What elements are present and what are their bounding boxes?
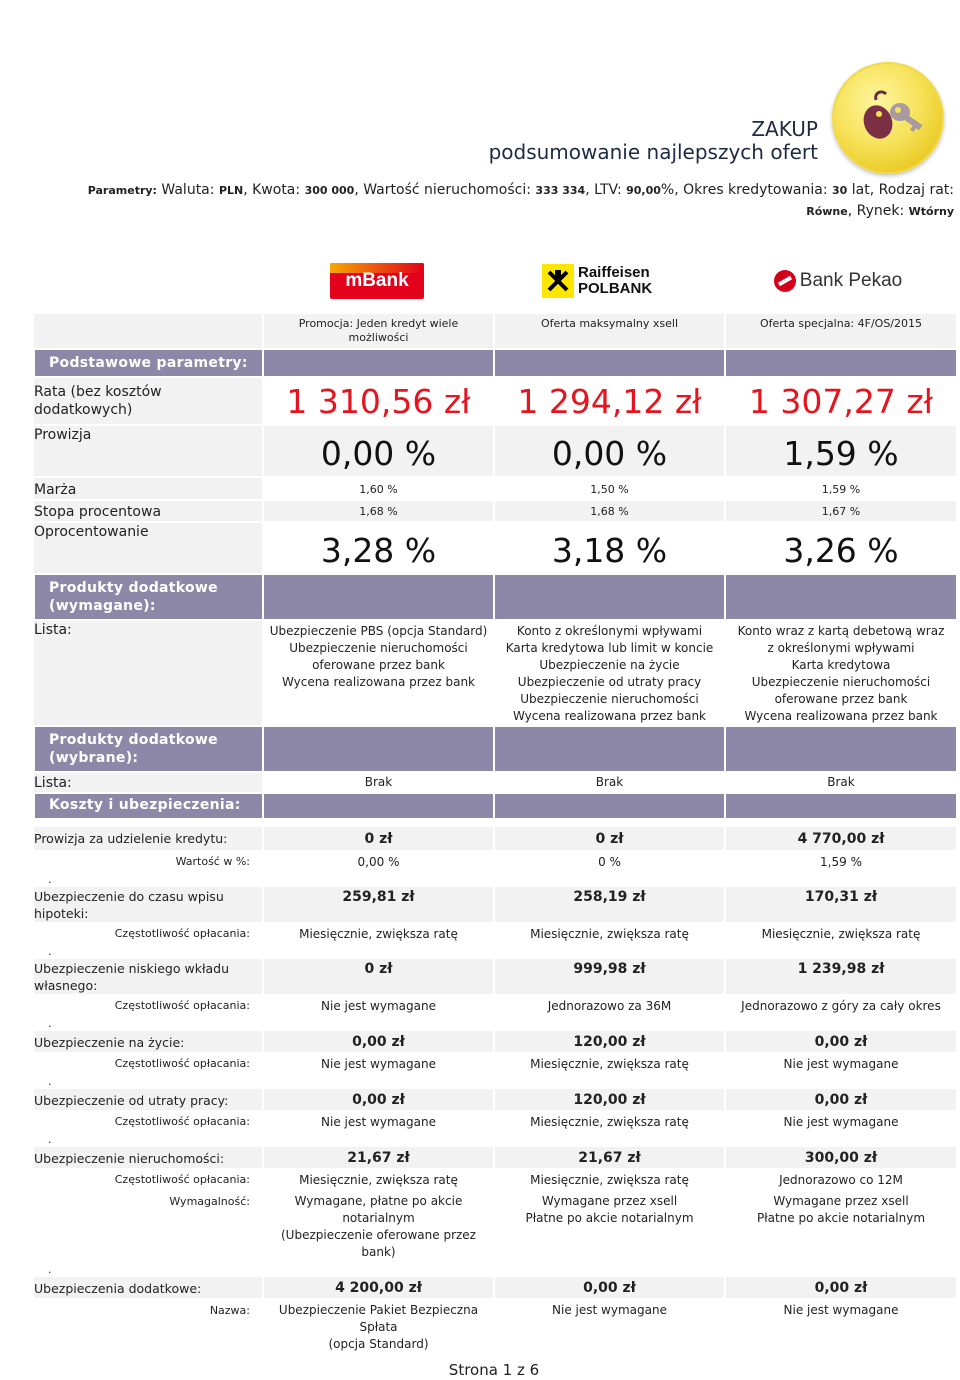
row-prowizja-udz <box>34 827 956 851</box>
row-ubezp-praca <box>34 1089 956 1111</box>
row-ubezp-hipoteki <box>34 887 956 923</box>
row-czest5 <box>34 1169 956 1190</box>
list-item: Wycena realizowana przez bank <box>744 709 938 723</box>
section-wymagane <box>34 574 956 620</box>
nazwa-0 <box>263 1299 494 1354</box>
row-rata <box>34 377 956 425</box>
section-wybrane <box>34 726 956 772</box>
row-separator: . <box>48 1263 52 1276</box>
raiffeisen-emblem-icon <box>542 264 574 298</box>
hipoteki-2: 170,31 zł <box>725 887 956 923</box>
pekao-logo <box>768 258 908 304</box>
rodzaj-value: Równe <box>806 205 848 218</box>
keys-logo <box>832 62 944 174</box>
row-label: Lista: <box>34 772 263 793</box>
list-item: Ubezpieczenie PBS (opcja Standard) <box>269 624 488 638</box>
oproc-0: 3,28 % <box>263 522 494 574</box>
row-label: Marża <box>34 477 263 500</box>
wkladu-0: 0 zł <box>263 959 494 995</box>
list-item: Karta kredytowa lub limit w koncie <box>505 641 714 655</box>
header-line1: ZAKUP <box>751 117 818 141</box>
marza-0: 1,60 % <box>263 477 494 500</box>
czest4-1: Miesięcznie, zwiększa ratę <box>494 1111 725 1132</box>
praca-2: 0,00 zł <box>725 1089 956 1111</box>
ltv-value: 90,00 <box>626 184 661 197</box>
page-footer: Strona 1 z 6 <box>448 1361 540 1379</box>
ltv-label: LTV: <box>594 182 622 198</box>
czest1-1: Miesięcznie, zwiększa ratę <box>494 923 725 944</box>
hipoteki-0: 259,81 zł <box>263 887 494 923</box>
row-label: Prowizja za udzielenie kredytu: <box>34 827 263 851</box>
rynek-value: Wtórny <box>908 205 954 218</box>
promo-1: Oferta maksymalny xsell <box>494 314 725 349</box>
okres-unit: lat <box>851 182 870 198</box>
prowizja-0: 0,00 % <box>263 425 494 477</box>
row-label: Ubezpieczenie niskiego wkładu własnego: <box>34 959 263 995</box>
wartosc-proc-2: 1,59 % <box>725 851 956 872</box>
wartosc-value: 333 334 <box>535 184 586 197</box>
czest2-2: Jednorazowo z góry za cały okres <box>725 995 956 1016</box>
text-line: bank) <box>361 1245 396 1259</box>
praca-1: 120,00 zł <box>494 1089 725 1111</box>
list-item: Konto wraz z kartą debetową wraz <box>737 624 945 638</box>
rynek-label: Rynek: <box>856 203 905 219</box>
row-separator: . <box>48 873 52 886</box>
zycie-0: 0,00 zł <box>263 1031 494 1053</box>
text-line: notarialnym <box>342 1211 415 1225</box>
text-line: Nie jest wymagane <box>552 1303 667 1317</box>
row-label: Częstotliwość opłacania: <box>34 1053 263 1074</box>
text-line: Wymagane przez xsell <box>773 1194 909 1208</box>
row-czest1 <box>34 923 956 944</box>
row-prowizja <box>34 425 956 477</box>
rata-0: 1 310,56 zł <box>263 377 494 425</box>
promo-row <box>34 314 956 349</box>
row-czest4 <box>34 1111 956 1132</box>
list-item: Karta kredytowa <box>791 658 891 672</box>
lista-wym-2 <box>725 620 956 726</box>
text-line: Ubezpieczenie Pakiet Bezpieczna <box>278 1303 479 1317</box>
list-item: z określonymi wpływami <box>767 641 915 655</box>
text-line: (Ubezpieczenie oferowane przez <box>281 1228 476 1242</box>
row-oprocentowanie <box>34 522 956 574</box>
row-label: Częstotliwość opłacania: <box>34 995 263 1016</box>
wymagalnosc-2 <box>725 1190 956 1262</box>
row-label: Wymagalność: <box>34 1190 263 1262</box>
stopa-0: 1,68 % <box>263 500 494 522</box>
text-line: Wymagane, płatne po akcie <box>294 1194 463 1208</box>
dodatkowe-2: 0,00 zł <box>725 1277 956 1299</box>
stopa-2: 1,67 % <box>725 500 956 522</box>
row-label: Nazwa: <box>34 1299 263 1354</box>
text-line: Płatne po akcie notarialnym <box>525 1211 694 1225</box>
row-label: Ubezpieczenie od utraty pracy: <box>34 1089 263 1111</box>
czest5-0: Miesięcznie, zwiększa ratę <box>263 1169 494 1190</box>
czest5-1: Miesięcznie, zwiększa ratę <box>494 1169 725 1190</box>
row-label: Ubezpieczenia dodatkowe: <box>34 1277 263 1299</box>
rata-2: 1 307,27 zł <box>725 377 956 425</box>
row-separator: . <box>48 945 52 958</box>
nazwa-1 <box>494 1299 725 1354</box>
list-item: Ubezpieczenie na życie <box>539 658 680 672</box>
row-label: Oprocentowanie <box>34 522 263 574</box>
section-podstawowe <box>34 349 956 377</box>
waluta-value: PLN <box>218 184 244 197</box>
praca-0: 0,00 zł <box>263 1089 494 1111</box>
page-header <box>489 118 818 164</box>
hipoteki-1: 258,19 zł <box>494 887 725 923</box>
nieruch-1: 21,67 zł <box>494 1147 725 1169</box>
list-item: Ubezpieczenie nieruchomości <box>751 675 931 689</box>
nazwa-2 <box>725 1299 956 1354</box>
row-label: Rata (bez kosztów dodatkowych) <box>34 377 263 425</box>
text-line: Wymagane przez xsell <box>541 1194 678 1208</box>
lista-wym-0 <box>263 620 494 726</box>
row-ubezp-zycie <box>34 1031 956 1053</box>
row-label: Ubezpieczenie do czasu wpisu hipoteki: <box>34 887 263 923</box>
dodatkowe-0: 4 200,00 zł <box>263 1277 494 1299</box>
czest4-0: Nie jest wymagane <box>263 1111 494 1132</box>
row-label: Lista: <box>34 620 263 726</box>
pekao-emblem-icon <box>774 270 796 292</box>
rata-1: 1 294,12 zł <box>494 377 725 425</box>
keys-icon <box>852 88 928 152</box>
lista-wym-1 <box>494 620 725 726</box>
section-koszty <box>34 793 956 819</box>
row-ubezp-wkladu <box>34 959 956 995</box>
text-line: Nie jest wymagane <box>783 1303 899 1317</box>
promo-0: Promocja: Jeden kredyt wiele możliwości <box>263 314 494 349</box>
czest1-0: Miesięcznie, zwiększa ratę <box>263 923 494 944</box>
header-line2: podsumowanie najlepszych ofert <box>488 140 818 164</box>
row-lista-wybrane <box>34 772 956 793</box>
pekao-logo-text: Bank Pekao <box>799 270 903 291</box>
row-nazwa <box>34 1299 956 1354</box>
wymagalnosc-1 <box>494 1190 725 1262</box>
section-title: Koszty i ubezpieczenia: <box>34 793 263 819</box>
row-label: Ubezpieczenie nieruchomości: <box>34 1147 263 1169</box>
list-item: Ubezpieczenie od utraty pracy <box>517 675 702 689</box>
prowizja-1: 0,00 % <box>494 425 725 477</box>
waluta-label: Waluta: <box>161 182 215 198</box>
kwota-value: 300 000 <box>304 184 355 197</box>
oproc-1: 3,18 % <box>494 522 725 574</box>
wartosc-proc-0: 0,00 % <box>263 851 494 872</box>
section-title: Produkty dodatkowe (wybrane): <box>34 726 263 772</box>
czest3-1: Miesięcznie, zwiększa ratę <box>494 1053 725 1074</box>
wartosc-proc-1: 0 % <box>494 851 725 872</box>
list-item: oferowane przez bank <box>774 692 908 706</box>
section-title: Podstawowe parametry: <box>34 349 263 377</box>
parameters-line: Parametry: Waluta: PLN, Kwota: 300 000, Wartość nieruchomości: 333 334, LTV: 90,00%, Okres kredytowania: 30 lat, Rodzaj rat: Równe, Rynek: Wtórny <box>87 182 954 219</box>
offers-table <box>33 314 956 1355</box>
mbank-logo <box>330 258 424 304</box>
text-line: (opcja Standard) <box>328 1337 429 1351</box>
row-label: Ubezpieczenie na życie: <box>34 1031 263 1053</box>
row-label: Częstotliwość opłacania: <box>34 923 263 944</box>
row-label: Wartość w %: <box>34 851 263 872</box>
row-ubezp-dodatkowe <box>34 1277 956 1299</box>
czest5-2: Jednorazowo co 12M <box>725 1169 956 1190</box>
lista-wyb-0: Brak <box>263 772 494 793</box>
list-item: oferowane przez bank <box>312 658 445 672</box>
rodzaj-label: Rodzaj rat: <box>878 182 954 198</box>
list-item: Konto z określonymi wpływami <box>516 624 703 638</box>
row-marza <box>34 477 956 500</box>
lista-wyb-2: Brak <box>725 772 956 793</box>
row-wymagalnosc <box>34 1190 956 1262</box>
wkladu-1: 999,98 zł <box>494 959 725 995</box>
row-czest3 <box>34 1053 956 1074</box>
promo-2: Oferta specjalna: 4F/OS/2015 <box>725 314 956 349</box>
row-label: Prowizja <box>34 425 263 477</box>
text-line: Spłata <box>359 1320 398 1334</box>
list-item: Wycena realizowana przez bank <box>512 709 707 723</box>
row-separator: . <box>48 1133 52 1146</box>
list-item: Ubezpieczenie nieruchomości <box>520 692 699 706</box>
okres-value: 30 <box>832 184 848 197</box>
list-item: Wycena realizowana przez bank <box>281 675 476 689</box>
row-label: Stopa procentowa <box>34 500 263 522</box>
czest3-0: Nie jest wymagane <box>263 1053 494 1074</box>
row-czest2 <box>34 995 956 1016</box>
czest2-1: Jednorazowo za 36M <box>494 995 725 1016</box>
prowizja-udz-0: 0 zł <box>263 827 494 851</box>
marza-1: 1,50 % <box>494 477 725 500</box>
mbank-logo-text: mBank <box>345 270 409 291</box>
okres-label: Okres kredytowania: <box>683 182 828 198</box>
row-label: Częstotliwość opłacania: <box>34 1111 263 1132</box>
params-label: Parametry: <box>87 184 157 197</box>
nieruch-2: 300,00 zł <box>725 1147 956 1169</box>
zycie-1: 120,00 zł <box>494 1031 725 1053</box>
oproc-2: 3,26 % <box>725 522 956 574</box>
marza-2: 1,59 % <box>725 477 956 500</box>
czest3-2: Nie jest wymagane <box>725 1053 956 1074</box>
prowizja-udz-1: 0 zł <box>494 827 725 851</box>
raiffeisen-logo <box>543 258 673 304</box>
section-title: Produkty dodatkowe (wymagane): <box>34 574 263 620</box>
czest4-2: Nie jest wymagane <box>725 1111 956 1132</box>
row-separator: . <box>48 1075 52 1088</box>
zycie-2: 0,00 zł <box>725 1031 956 1053</box>
row-stopa <box>34 500 956 522</box>
lista-wyb-1: Brak <box>494 772 725 793</box>
prowizja-udz-2: 4 770,00 zł <box>725 827 956 851</box>
row-ubezp-nieruch <box>34 1147 956 1169</box>
wymagalnosc-0 <box>263 1190 494 1262</box>
raiffeisen-logo-text: Raiffeisen POLBANK <box>578 264 653 297</box>
wkladu-2: 1 239,98 zł <box>725 959 956 995</box>
row-wartosc-proc <box>34 851 956 872</box>
row-lista-wymagane <box>34 620 956 726</box>
czest2-0: Nie jest wymagane <box>263 995 494 1016</box>
prowizja-2: 1,59 % <box>725 425 956 477</box>
row-label: Częstotliwość opłacania: <box>34 1169 263 1190</box>
wartosc-label: Wartość nieruchomości: <box>363 182 531 198</box>
dodatkowe-1: 0,00 zł <box>494 1277 725 1299</box>
czest1-2: Miesięcznie, zwiększa ratę <box>725 923 956 944</box>
text-line: Płatne po akcie notarialnym <box>756 1211 926 1225</box>
stopa-1: 1,68 % <box>494 500 725 522</box>
list-item: Ubezpieczenie nieruchomości <box>289 641 468 655</box>
kwota-label: Kwota: <box>252 182 301 198</box>
row-separator: . <box>48 1017 52 1030</box>
nieruch-0: 21,67 zł <box>263 1147 494 1169</box>
